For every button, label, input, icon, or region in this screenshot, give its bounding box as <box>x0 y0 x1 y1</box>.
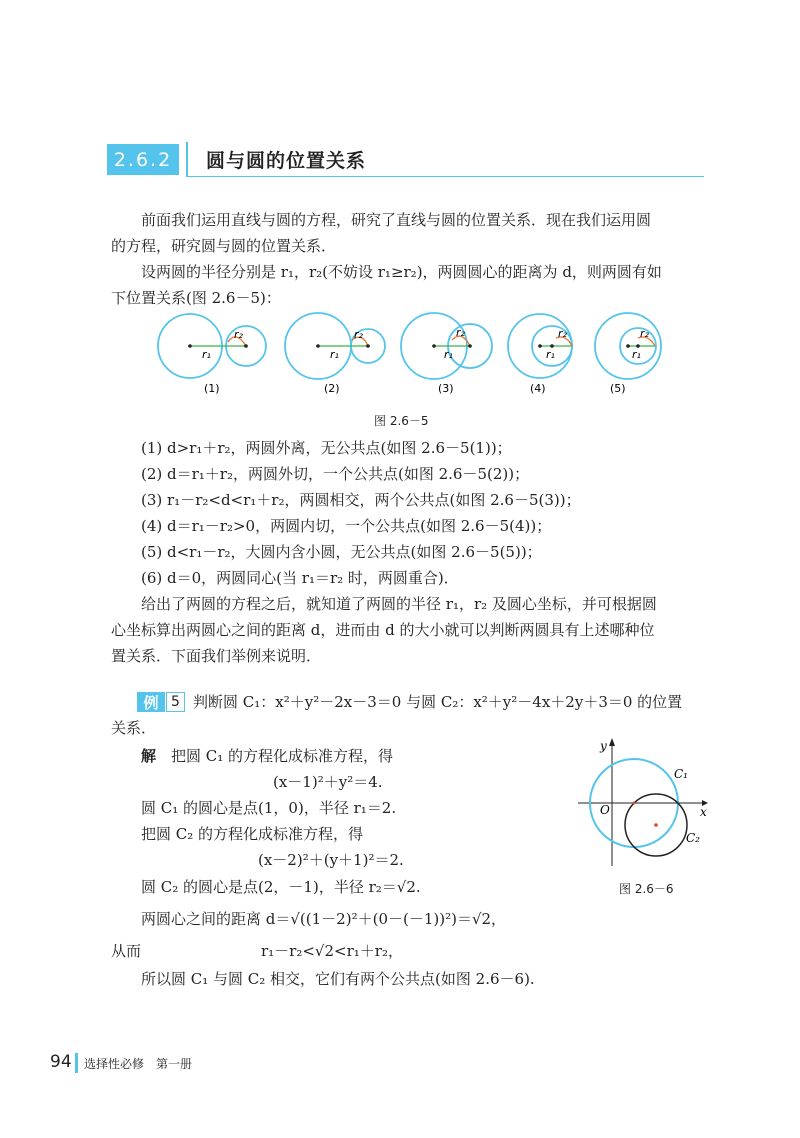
section-number: 2.6.2 <box>107 144 179 175</box>
figure-2-6-5-caption: 图 2.6－5 <box>374 414 429 428</box>
c1-center <box>633 802 636 805</box>
origin-label: O <box>600 803 610 817</box>
r1-label: r₁ <box>444 348 453 361</box>
c1-label: C₁ <box>674 767 688 781</box>
solution-line-1: 把圆 C₁ 的方程化成标准方程，得 <box>171 747 394 765</box>
panel-label-1: (1) <box>204 382 220 395</box>
solution-line-6: 圆 C₂ 的圆心是点(2，－1)，半径 r₂＝√2. <box>141 878 421 896</box>
example-statement-2: 关系． <box>111 719 157 737</box>
case-5: (5) d<r₁－r₂，大圆内含小圆，无公共点(如图 2.6－5(5))； <box>141 543 542 561</box>
solution-line-4: 把圆 C₂ 的方程化成标准方程，得 <box>141 825 364 843</box>
panel-label-3: (3) <box>438 382 454 395</box>
footer-bar <box>75 1053 78 1073</box>
panel-1-separate <box>158 314 266 378</box>
panel-label-2: (2) <box>324 382 340 395</box>
solution-line-3: 圆 C₁ 的圆心是点(1，0)，半径 r₁＝2. <box>141 799 397 817</box>
case-2: (2) d＝r₁＋r₂，两圆外切，一个公共点(如图 2.6－5(2))； <box>141 465 530 483</box>
r1-label: r₁ <box>330 348 339 361</box>
book-title: 选择性必修 第一册 <box>84 1057 193 1071</box>
r2-label: r₂ <box>234 328 243 341</box>
y-axis-label: y <box>600 739 607 753</box>
solution-label: 解 <box>141 747 157 765</box>
r1-label: r₁ <box>202 348 211 361</box>
section-divider <box>186 142 188 177</box>
c2-center <box>654 823 658 827</box>
para2-line-1: 给出了两圆的方程之后，就知道了两圆的半径 r₁，r₂ 及圆心坐标，并可根据圆 <box>141 595 657 613</box>
para2-line-3: 置关系．下面我们举例来说明． <box>111 647 322 665</box>
section-title: 圆与圆的位置关系 <box>206 150 367 172</box>
case-4: (4) d＝r₁－r₂>0，两圆内切，一个公共点(如图 2.6－5(4))； <box>141 517 552 535</box>
panel-label-5: (5) <box>610 382 626 395</box>
x-axis-label: x <box>700 805 707 819</box>
example-statement-1: 判断圆 C₁：x²＋y²－2x－3＝0 与圆 C₂：x²＋y²－4x＋2y＋3＝0 的位置 <box>193 693 683 711</box>
section-rule <box>186 176 704 177</box>
example-label: 例 <box>137 692 165 712</box>
figure-2-6-6 <box>570 730 710 870</box>
solution-inequality: r₁－r₂<√2<r₁＋r₂， <box>261 942 403 960</box>
panel-4-internal-tangent <box>508 314 572 378</box>
intro-line-2: 的方程，研究圆与圆的位置关系． <box>111 237 337 255</box>
y-axis-arrow <box>609 738 615 746</box>
solution-conclusion: 所以圆 C₁ 与圆 C₂ 相交，它们有两个公共点(如图 2.6－6). <box>141 970 535 988</box>
c2-label: C₂ <box>686 831 700 845</box>
para2-line-2: 心坐标算出两圆心之间的距离 d，进而由 d 的大小就可以判断两圆具有上述哪种位 <box>111 621 655 639</box>
panel-label-4: (4) <box>530 382 546 395</box>
intro-line-1: 前面我们运用直线与圆的方程，研究了直线与圆的位置关系．现在我们运用圆 <box>141 211 652 229</box>
page-number: 94 <box>50 1052 72 1072</box>
r1-label: r₁ <box>546 348 555 361</box>
solution-line-7: 两圆心之间的距离 d＝√((1－2)²＋(0－(－1))²)＝√2， <box>141 910 507 928</box>
example-number: 5 <box>166 692 185 712</box>
solution-equation-2: (x－2)²＋(y＋1)²＝2. <box>258 851 404 869</box>
r2-label: r₂ <box>640 327 649 340</box>
intro-line-4: 下位置关系(图 2.6－5)： <box>111 289 281 307</box>
r1-label: r₁ <box>632 348 641 361</box>
panel-2-external-tangent <box>285 313 385 379</box>
case-6: (6) d＝0，两圆同心(当 r₁＝r₂ 时，两圆重合)． <box>141 569 459 587</box>
r2-label: r₂ <box>354 328 363 341</box>
figure-2-6-6-caption: 图 2.6－6 <box>619 882 674 896</box>
solution-thus-label: 从而 <box>111 942 142 960</box>
solution-equation-1: (x－1)²＋y²＝4. <box>273 773 383 791</box>
case-3: (3) r₁－r₂<d<r₁＋r₂，两圆相交，两个公共点(如图 2.6－5(3))； <box>141 491 581 509</box>
r2-label: r₂ <box>558 327 567 340</box>
figure-2-6-5 <box>100 300 700 410</box>
intro-line-3: 设两圆的半径分别是 r₁，r₂(不妨设 r₁≥r₂)，两圆圆心的距离为 d，则两圆有如 <box>141 263 662 281</box>
panel-3-intersect <box>401 313 492 379</box>
r2-label: r₂ <box>456 326 465 339</box>
panel-5-contain <box>595 313 661 379</box>
case-1: (1) d>r₁＋r₂，两圆外离，无公共点(如图 2.6－5(1))； <box>141 439 512 457</box>
